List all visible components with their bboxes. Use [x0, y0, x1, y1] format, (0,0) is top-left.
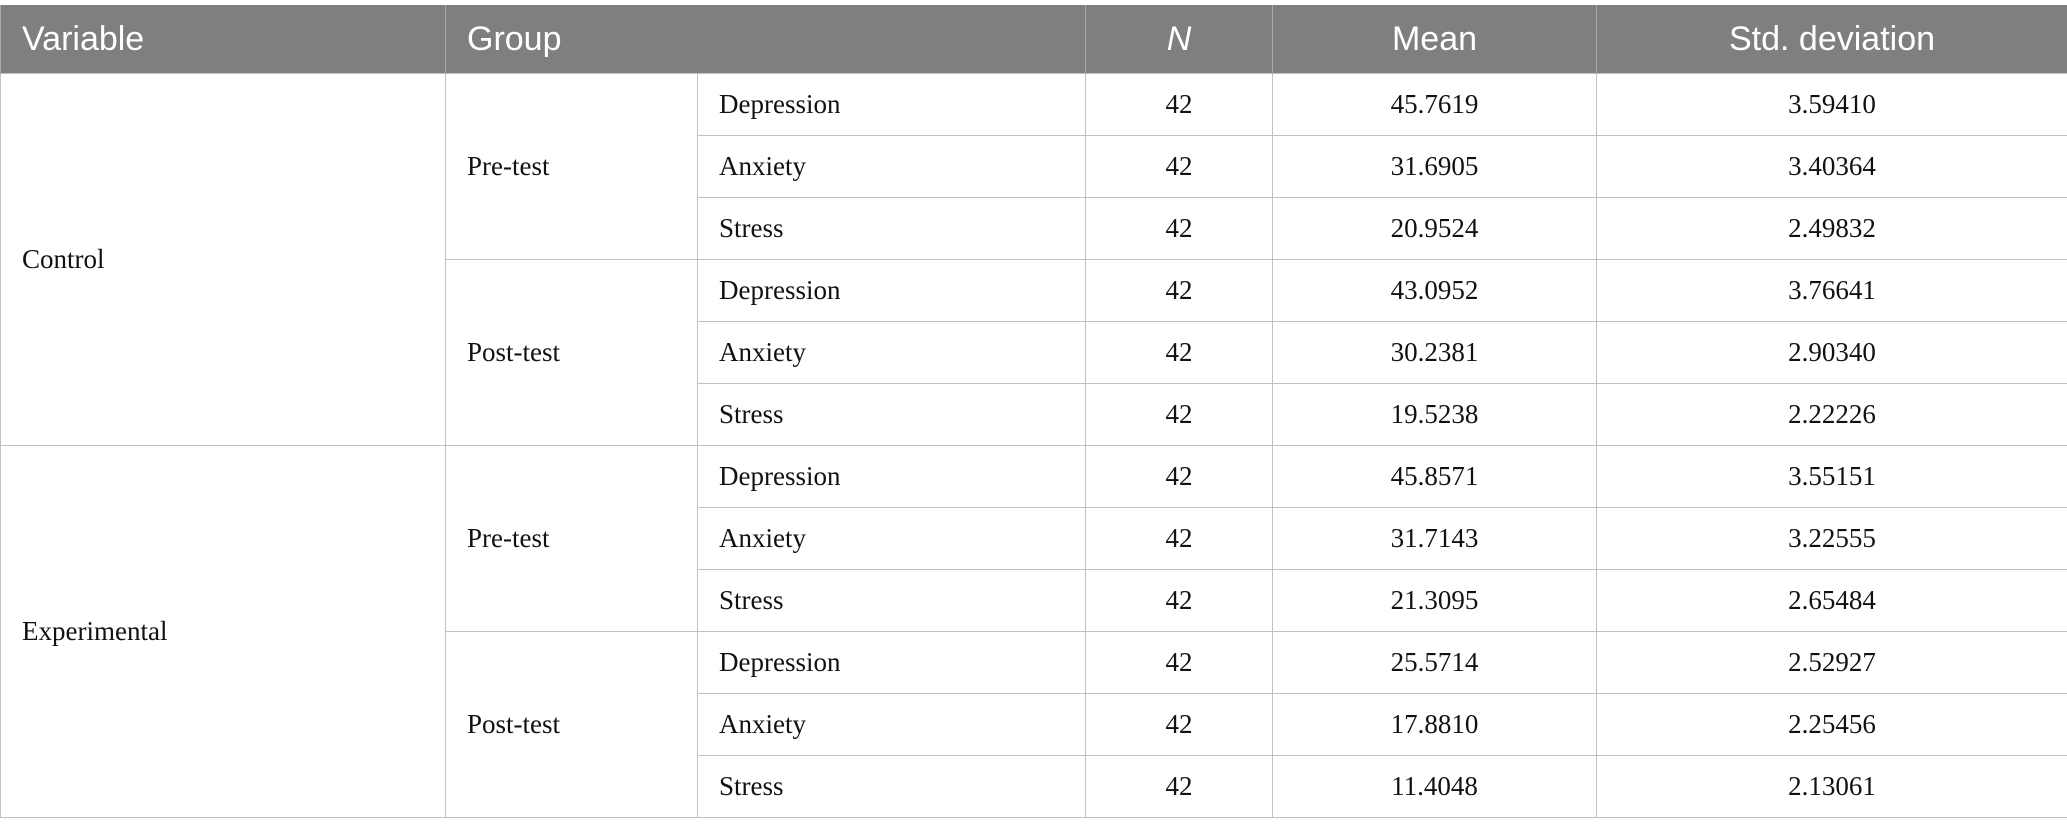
- std-cell: 2.13061: [1597, 756, 2067, 818]
- std-cell: 2.25456: [1597, 694, 2067, 756]
- header-group: Group: [446, 5, 1086, 74]
- std-cell: 2.90340: [1597, 322, 2067, 384]
- measure-cell: Depression: [698, 260, 1086, 322]
- n-cell: 42: [1086, 74, 1273, 136]
- header-std-deviation: Std. deviation: [1597, 5, 2067, 74]
- measure-cell: Depression: [698, 446, 1086, 508]
- mean-cell: 17.8810: [1273, 694, 1597, 756]
- measure-cell: Anxiety: [698, 136, 1086, 198]
- mean-cell: 31.7143: [1273, 508, 1597, 570]
- mean-cell: 19.5238: [1273, 384, 1597, 446]
- mean-cell: 31.6905: [1273, 136, 1597, 198]
- phase-cell: Post-test: [446, 632, 698, 818]
- n-cell: 42: [1086, 384, 1273, 446]
- n-cell: 42: [1086, 632, 1273, 694]
- measure-cell: Stress: [698, 384, 1086, 446]
- mean-cell: 45.7619: [1273, 74, 1597, 136]
- measure-cell: Stress: [698, 756, 1086, 818]
- header-variable: Variable: [1, 5, 446, 74]
- measure-cell: Stress: [698, 570, 1086, 632]
- measure-cell: Stress: [698, 198, 1086, 260]
- n-cell: 42: [1086, 570, 1273, 632]
- std-cell: 3.76641: [1597, 260, 2067, 322]
- std-cell: 3.55151: [1597, 446, 2067, 508]
- measure-cell: Anxiety: [698, 508, 1086, 570]
- std-cell: 2.52927: [1597, 632, 2067, 694]
- variable-cell: Control: [1, 74, 446, 446]
- phase-cell: Post-test: [446, 260, 698, 446]
- mean-cell: 30.2381: [1273, 322, 1597, 384]
- measure-cell: Anxiety: [698, 694, 1086, 756]
- n-cell: 42: [1086, 322, 1273, 384]
- std-cell: 2.65484: [1597, 570, 2067, 632]
- phase-cell: Pre-test: [446, 446, 698, 632]
- measure-cell: Anxiety: [698, 322, 1086, 384]
- std-cell: 3.40364: [1597, 136, 2067, 198]
- measure-cell: Depression: [698, 632, 1086, 694]
- table-header: [1, 5, 2067, 74]
- n-cell: 42: [1086, 260, 1273, 322]
- n-cell: 42: [1086, 508, 1273, 570]
- mean-cell: 21.3095: [1273, 570, 1597, 632]
- mean-cell: 11.4048: [1273, 756, 1597, 818]
- n-cell: 42: [1086, 198, 1273, 260]
- header-mean: Mean: [1273, 5, 1597, 74]
- table-body: [1, 74, 2067, 818]
- phase-cell: Pre-test: [446, 74, 698, 260]
- std-cell: 3.59410: [1597, 74, 2067, 136]
- n-cell: 42: [1086, 694, 1273, 756]
- measure-cell: Depression: [698, 74, 1086, 136]
- std-cell: 3.22555: [1597, 508, 2067, 570]
- header-n: N: [1086, 5, 1273, 74]
- n-cell: 42: [1086, 136, 1273, 198]
- n-cell: 42: [1086, 756, 1273, 818]
- mean-cell: 45.8571: [1273, 446, 1597, 508]
- table-row: [1, 446, 2067, 508]
- std-cell: 2.49832: [1597, 198, 2067, 260]
- header-row: [1, 5, 2067, 74]
- std-cell: 2.22226: [1597, 384, 2067, 446]
- n-cell: 42: [1086, 446, 1273, 508]
- mean-cell: 43.0952: [1273, 260, 1597, 322]
- descriptive-statistics-table: [0, 5, 2067, 818]
- mean-cell: 25.5714: [1273, 632, 1597, 694]
- table-row: [1, 74, 2067, 136]
- variable-cell: Experimental: [1, 446, 446, 818]
- mean-cell: 20.9524: [1273, 198, 1597, 260]
